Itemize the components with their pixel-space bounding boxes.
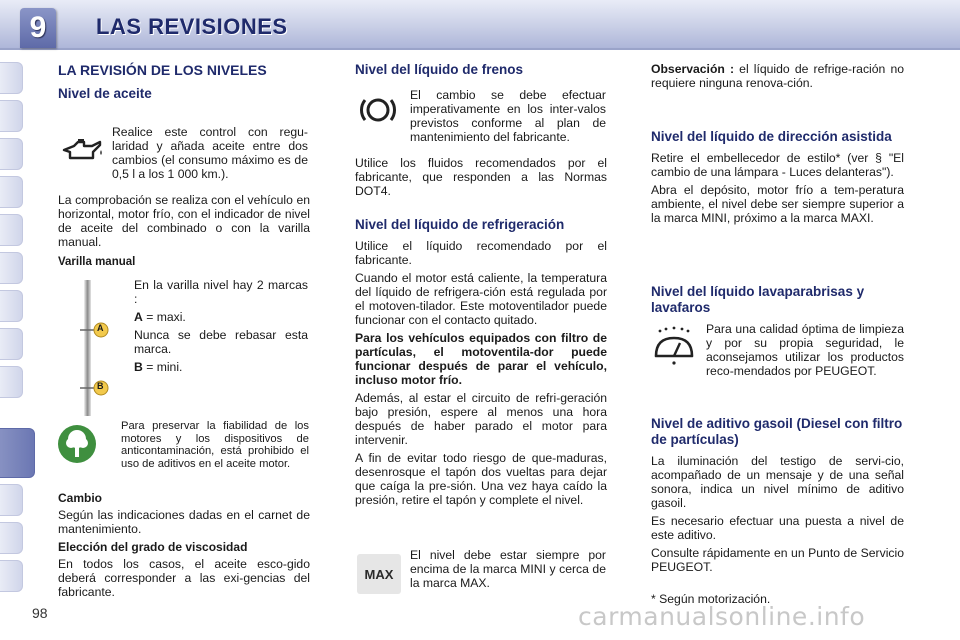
washer-text: Para una calidad óptima de limpieza y por su propia seguridad, le aconsejamos utilizar los productos reco-mendados por PEUGEOT.: [706, 322, 904, 378]
side-tab-13[interactable]: [0, 560, 23, 592]
mark-a-text: = maxi.: [142, 310, 186, 324]
steering-p2: Abra el depósito, motor frío a tem-peratura ambiente, el nivel debe ser siempre superior a la marca MINI, próximo a la marca MAXI.: [651, 183, 904, 225]
max-mark-label: MAX: [364, 566, 394, 582]
mark-b-line: [134, 360, 308, 374]
coolant-p1: Utilice el líquido recomendado por el fabricante.: [355, 239, 607, 267]
side-tab-5[interactable]: [0, 214, 23, 246]
side-tab-12[interactable]: [0, 522, 23, 554]
max-text: El nivel debe estar siempre por encima de la marca MINI y cerca de la marca MAX.: [410, 548, 606, 590]
page-title: LAS REVISIONES: [96, 14, 288, 39]
heading-power-steering: Nivel del líquido de dirección asistida: [651, 129, 892, 144]
coolant-p5: A fin de evitar todo riesgo de que-maduras, desenrosque el tapón dos vueltas para dejar que caíga la pre-sión. Una vez haya caído la presión, retire el tapón y complete el nivel.: [355, 451, 607, 507]
mark-a-letter: A: [134, 310, 143, 324]
viscosity-text: En todos los casos, el aceite esco-gido deberá corresponder a las exi-gencias del fabricante.: [58, 557, 310, 599]
heading-diesel-additive: Nivel de aditivo gasoil (Diesel con filtro de partículas): [651, 416, 903, 447]
change-text: Según las indicaciones dadas en el carnet de mantenimiento.: [58, 508, 310, 536]
watermark: carmanualsonline.info: [578, 602, 866, 631]
side-tab-3[interactable]: [0, 138, 23, 170]
dipstick-label-a: A: [97, 323, 104, 333]
page-header: [0, 0, 960, 50]
washer-icon: [652, 326, 696, 366]
dipstick-marks-text: En la varilla nivel hay 2 marcas :: [134, 278, 308, 306]
observation-label: Observación :: [651, 62, 735, 76]
coolant-p2: Cuando el motor está caliente, la temperatura del líquido de refrigera-ción está regulada por el motoven-tilador. Este motoventilador puede funcionar con el contacto quitado.: [355, 271, 607, 327]
mark-a-line: [134, 310, 308, 324]
brake-warning-icon: [358, 93, 398, 127]
side-tab-9[interactable]: [0, 366, 23, 398]
mark-b-letter: B: [134, 360, 143, 374]
oil-intro-text: Realice este control con regu-laridad y añada aceite entre dos cambios (el consumo máximo es de 0,5 l a los 1 000 km.).: [112, 125, 308, 181]
mark-b-text: = mini.: [142, 360, 183, 374]
side-tab-2[interactable]: [0, 100, 23, 132]
diesel-p1: La iluminación del testigo de servi-cio, acompañado de un mensaje y de una señal sonora, indica un nivel mínimo de aditivo gasoil.: [651, 454, 904, 510]
brake-intro-text: El cambio se debe efectuar imperativamente en los inter-valos previstos conforme al plan de mantenimiento del fabricante.: [410, 88, 606, 144]
dipstick-label-b: B: [97, 381, 104, 391]
heading-washer-fluid: Nivel del líquido lavaparabrisas y lavafaros: [651, 284, 865, 315]
heading-viscosity: Elección del grado de viscosidad: [58, 540, 248, 554]
eco-tree-icon: [57, 424, 97, 464]
heading-dipstick: Varilla manual: [58, 256, 136, 268]
side-tab-8[interactable]: [0, 328, 23, 360]
column-1: [58, 62, 310, 108]
eco-note-text: Para preservar la fiabilidad de los motores y los dispositivos de anticontaminación, está prohibido el uso de aditivos en el aceite motor.: [121, 420, 309, 470]
heading-coolant: Nivel del líquido de refrigeración: [355, 217, 565, 232]
coolant-p3: Para los vehículos equipados con filtro de partículas, el motoventila-dor puede funcionar después de parar el vehículo, incluso motor frío.: [355, 331, 607, 387]
oil-can-icon: [60, 136, 104, 166]
section-heading-levels: LA REVISIÓN DE LOS NIVELES: [58, 62, 267, 78]
diesel-p3: Consulte rápidamente en un Punto de Servicio PEUGEOT.: [651, 546, 904, 574]
side-tab-active[interactable]: [0, 428, 35, 478]
dipstick-icon: [70, 280, 116, 416]
brake-fluids-text: Utilice los fluidos recomendados por el fabricante, que responden a las Normas DOT4.: [355, 156, 607, 198]
diesel-p2: Es necesario efectuar una puesta a nivel de este aditivo.: [651, 514, 904, 542]
heading-brake-fluid: Nivel del líquido de frenos: [355, 62, 524, 77]
observation-body: el líquido de refrige-ración no requiere ninguna renova-ción.: [651, 62, 904, 90]
side-tab-11[interactable]: [0, 484, 23, 516]
side-tab-6[interactable]: [0, 252, 23, 284]
coolant-p4: Además, al estar el circuito de refri-geración bajo presión, espere al menos una hora después de haber parado el motor para intervenir.: [355, 391, 607, 447]
chapter-number-tab: 9: [20, 8, 56, 48]
side-tab-1[interactable]: [0, 62, 23, 94]
steering-p1: Retire el embellecedor de estilo* (ver § "El cambio de una lámpara - Luces delanteras").: [651, 151, 904, 179]
side-tab-7[interactable]: [0, 290, 23, 322]
max-mark-icon: [357, 554, 401, 594]
heading-oil-level: Nivel de aceite: [58, 86, 152, 101]
heading-change: Cambio: [58, 491, 103, 505]
footnote: * Según motorización.: [651, 592, 771, 606]
side-tab-4[interactable]: [0, 176, 23, 208]
page-number: 98: [32, 605, 48, 621]
never-above-text: Nunca se debe rebasar esta marca.: [134, 328, 308, 356]
observation-text: [651, 62, 904, 90]
oil-check-text: La comprobación se realiza con el vehículo en horizontal, motor frío, con el indicador de nivel de aceite del combinado o con la varilla manual.: [58, 193, 310, 249]
